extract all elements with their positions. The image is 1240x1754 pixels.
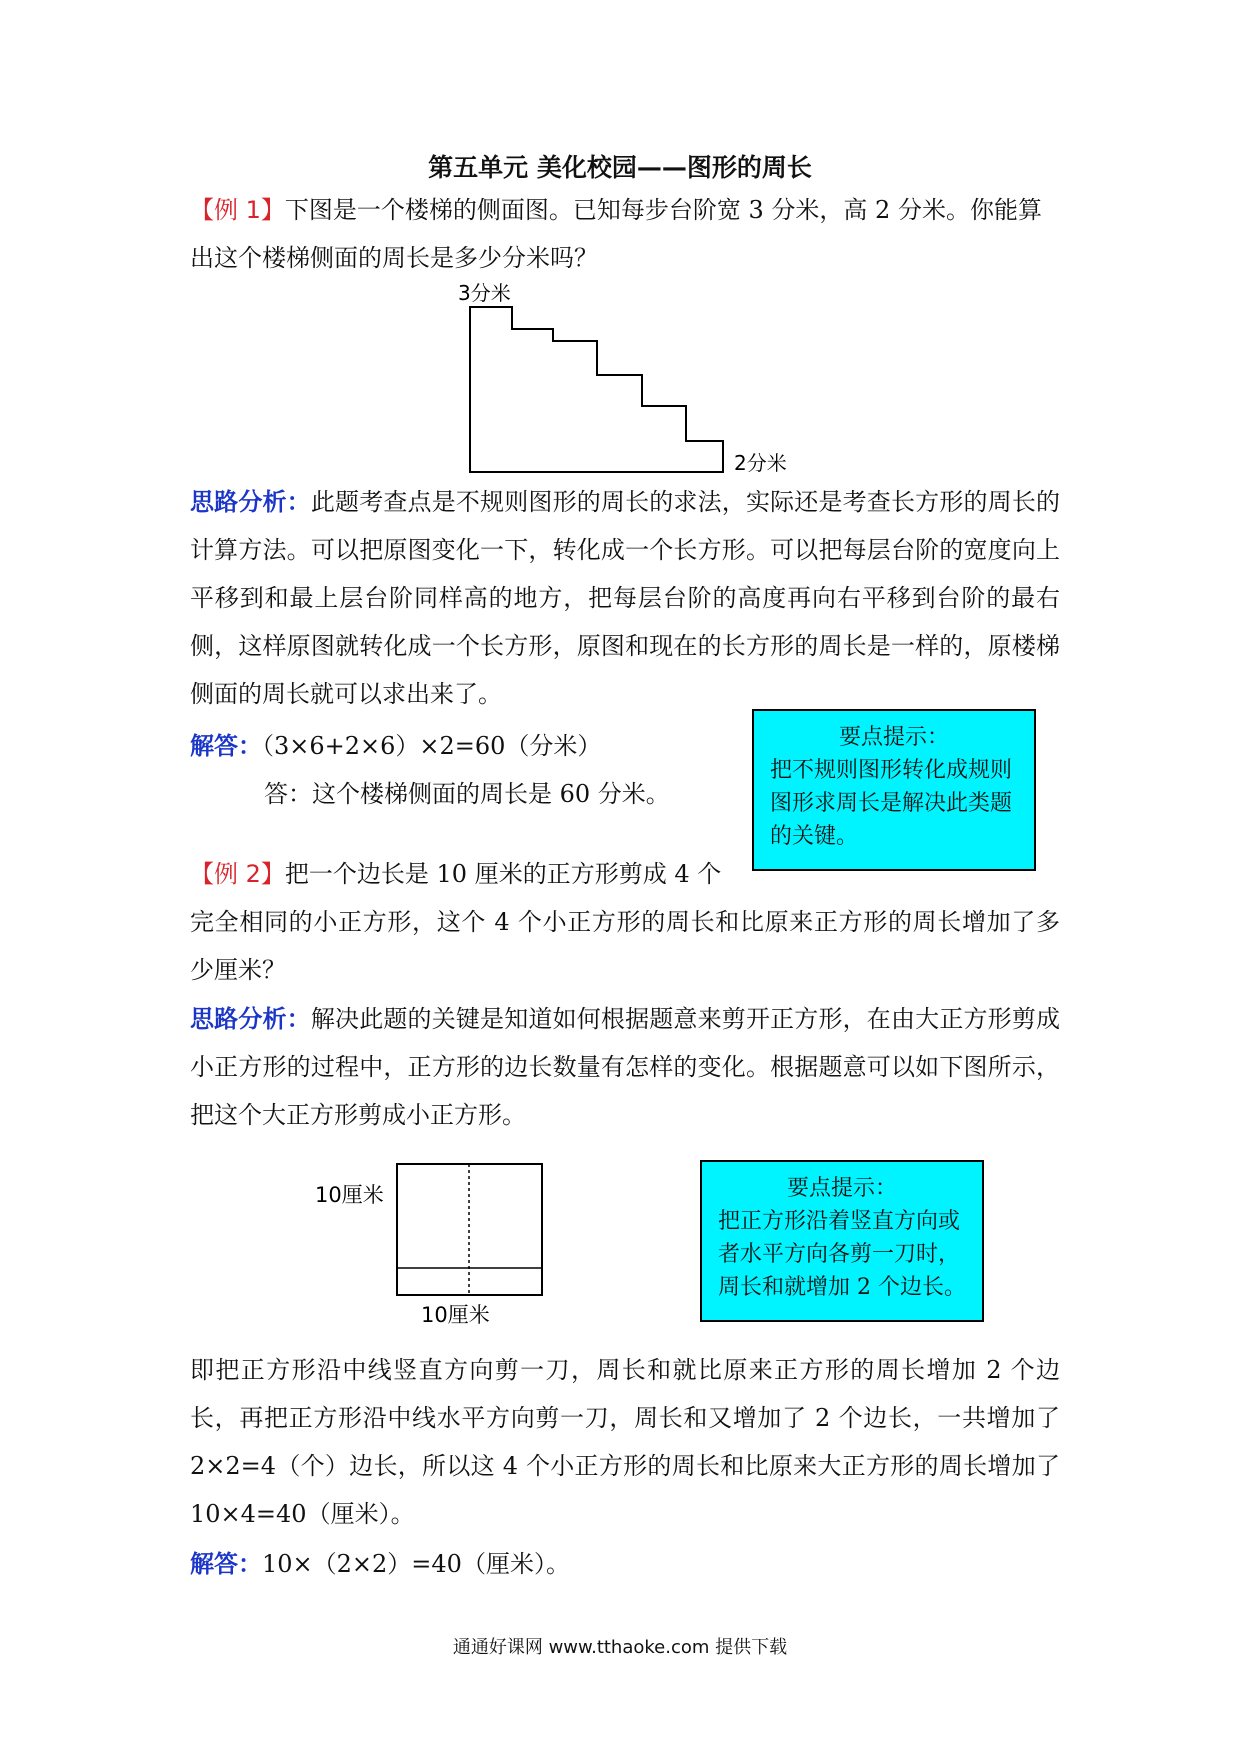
square-bottom-label: 10厘米 bbox=[421, 1303, 490, 1325]
example2-answer bbox=[190, 1540, 1060, 1588]
tip-box-1-line: 图形求周长是解决此类题 bbox=[770, 791, 1013, 816]
square-diagram bbox=[305, 1150, 570, 1325]
tip-box-2-line: 把正方形沿着竖直方向或 bbox=[718, 1209, 961, 1234]
page-title: 第五单元 美化校园——图形的周长 bbox=[428, 153, 812, 182]
example1-text-line1: 下图是一个楼梯的侧面图。已知每步台阶宽 3 分米，高 2 分米。你能算 bbox=[284, 196, 1042, 224]
example2-analysis-text: 解决此题的关键是知道如何根据题意来剪开正方形，在由大正方形剪成小正方形的过程中，正方形的边长数量有怎样的变化。根据题意可以如下图所示，把这个大正方形剪成小正方形。 bbox=[190, 1005, 1060, 1129]
tip-box-1-line: 把不规则图形转化成规则 bbox=[770, 758, 1013, 783]
example2-answer-label: 解答： bbox=[190, 1550, 262, 1578]
page-footer: 通通好课网 www.tthaoke.com 提供下载 bbox=[452, 1637, 788, 1658]
example2-label: 【例 2】 bbox=[190, 860, 285, 888]
example2-question bbox=[190, 850, 1060, 994]
staircase-diagram bbox=[440, 280, 810, 485]
example2-analysis bbox=[190, 995, 1060, 1139]
example1-answer-label: 解答： bbox=[190, 732, 262, 760]
example1-analysis bbox=[190, 478, 1060, 718]
example1-question bbox=[190, 186, 1060, 282]
example2-text-line2: 完全相同的小正方形，这个 4 个小正方形的周长和比原来正方形的周长增加了多少厘米？ bbox=[190, 908, 1060, 984]
tip-box-2-line: 周长和就增加 2 个边长。 bbox=[718, 1275, 966, 1300]
example1-answer-formula: （3×6+2×6）×2=60（分米） bbox=[262, 732, 602, 760]
tip-box-1-title: 要点提示： bbox=[838, 725, 949, 750]
example2-analysis-label: 思路分析： bbox=[190, 1005, 311, 1033]
staircase-height-label: 2分米 bbox=[734, 451, 787, 475]
staircase-outline bbox=[470, 307, 723, 472]
example2-answer-formula: 10×（2×2）=40（厘米）。 bbox=[262, 1550, 570, 1578]
example1-answer-text: 答：这个楼梯侧面的周长是 60 分米。 bbox=[264, 780, 670, 808]
tip-box-2-line: 者水平方向各剪一刀时， bbox=[718, 1242, 961, 1267]
tip-box-1 bbox=[752, 709, 1036, 871]
square-side-label: 10厘米 bbox=[315, 1183, 384, 1207]
example2-explanation-text: 即把正方形沿中线竖直方向剪一刀，周长和就比原来正方形的周长增加 2 个边长，再把正方形沿中线水平方向剪一刀，周长和又增加了 2 个边长，一共增加了2×2=4（个）边长，所以这 4 个小正方形的周长和比原来大正方形的周长增加了10×4=40（厘米）。 bbox=[190, 1356, 1060, 1528]
example2-explanation bbox=[190, 1346, 1060, 1538]
staircase-width-label: 3分米 bbox=[458, 281, 511, 305]
example1-analysis-text: 此题考查点是不规则图形的周长的求法，实际还是考查长方形的周长的计算方法。可以把原图变化一下，转化成一个长方形。可以把每层台阶的宽度向上平移到和最上层台阶同样高的地方，把每层台阶的高度再向右平移到台阶的最右侧，这样原图就转化成一个长方形，原图和现在的长方形的周长是一样的，原楼梯侧面的周长就可以求出来了。 bbox=[190, 488, 1060, 708]
example2-text-line1: 把一个边长是 10 厘米的正方形剪成 4 个 bbox=[284, 860, 722, 888]
example1-text-line2: 出这个楼梯侧面的周长是多少分米吗？ bbox=[190, 244, 598, 272]
tip-box-2-title: 要点提示： bbox=[786, 1176, 897, 1201]
tip-box-1-line: 的关键。 bbox=[770, 824, 859, 849]
example1-label: 【例 1】 bbox=[190, 196, 285, 224]
tip-box-2 bbox=[700, 1160, 984, 1322]
example1-analysis-label: 思路分析： bbox=[190, 488, 311, 516]
example1-answer bbox=[190, 722, 710, 818]
